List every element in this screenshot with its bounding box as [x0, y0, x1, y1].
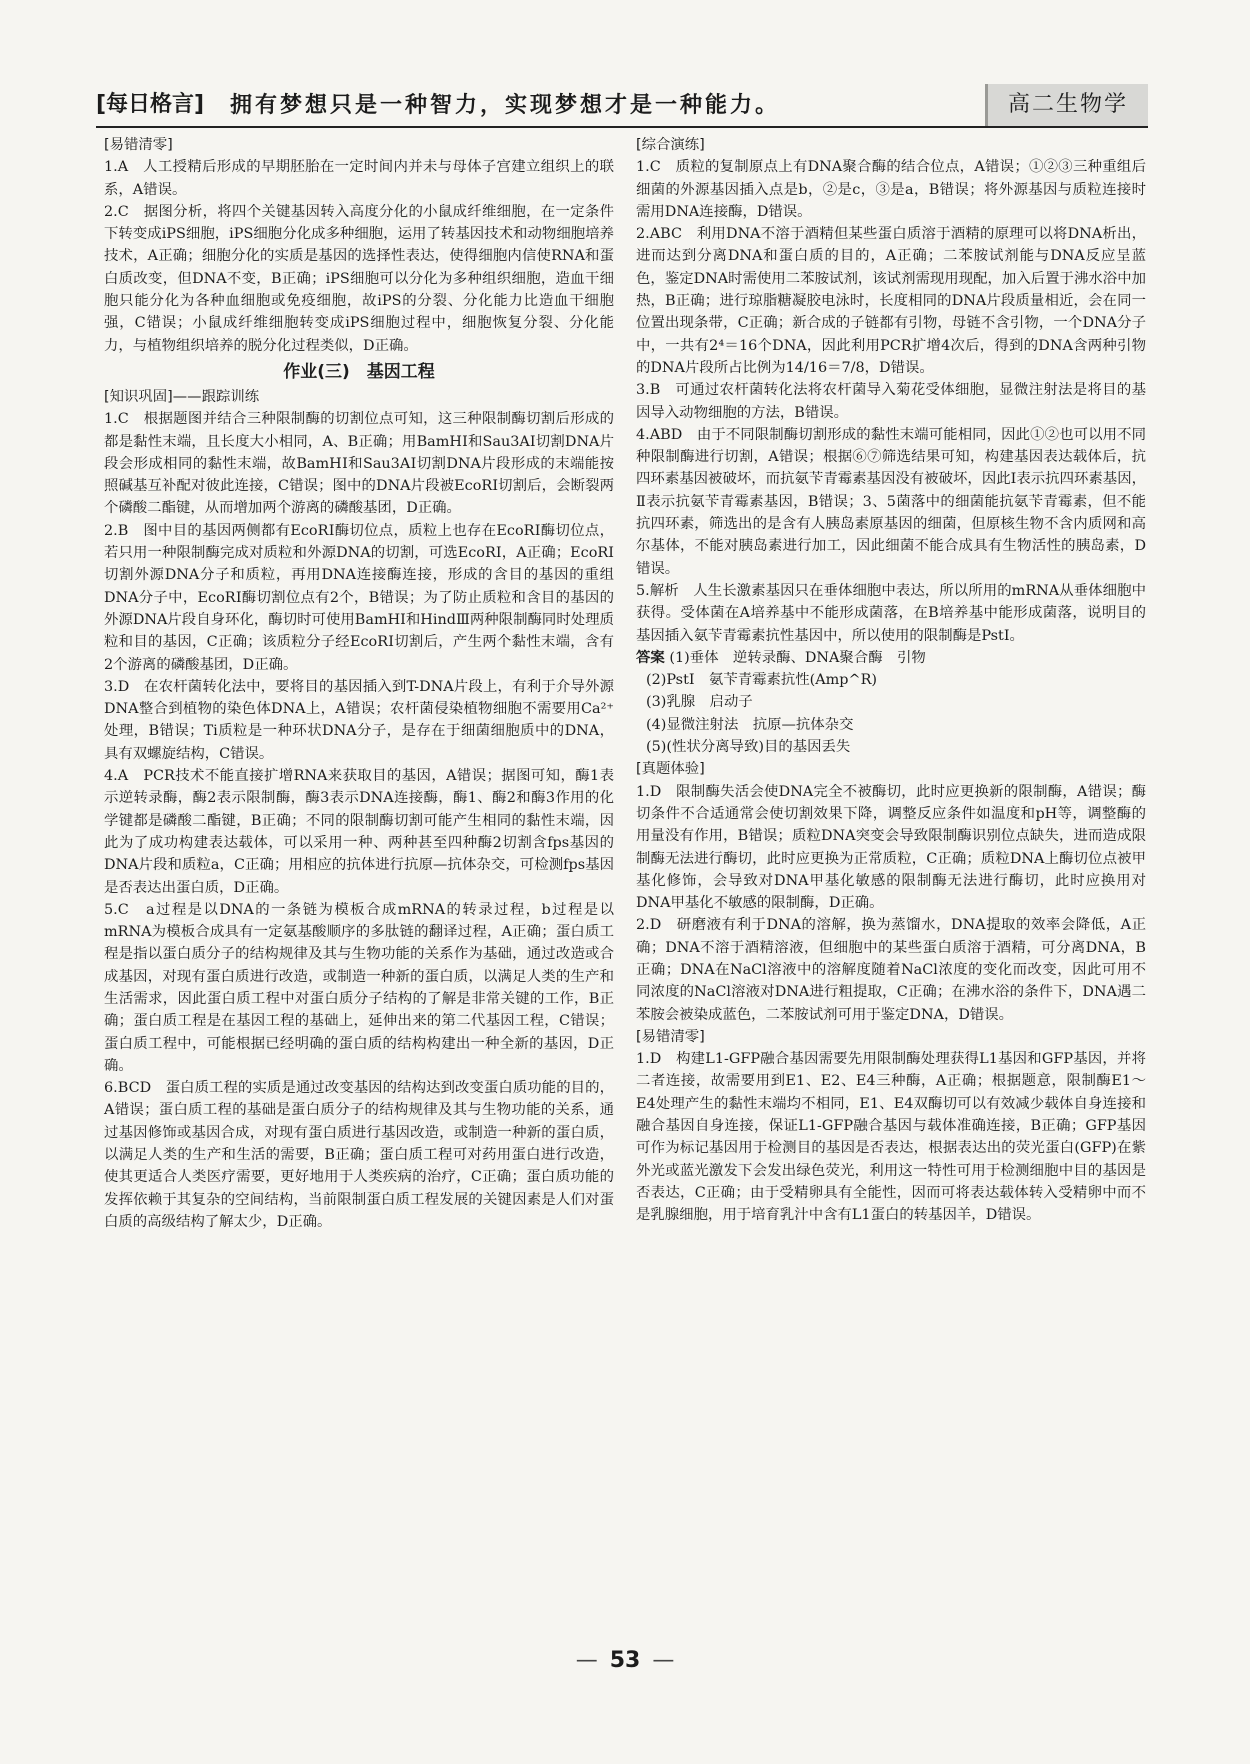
daily-motto-label: [每日格言]: [96, 92, 205, 117]
right-column: [636, 134, 1146, 1227]
page-number-dash: —: [652, 1648, 675, 1673]
answer-item: 1.C 根据题图并结合三种限制酶的切割位点可知，这三种限制酶切割后形成的都是黏性末端，且长度大小相同，A、B正确；用BamHⅠ和Sau3AⅠ切割DNA片段会形成相同的黏性末端，故BamHⅠ和Sau3AⅠ切割DNA片段形成的末端能按照碱基互补配对彼此连接，C错误；图中的DNA片段被EcoRⅠ切割后，会断裂两个磷酸二酯键，从而增加两个游离的磷酸基团，D正确。: [104, 411, 614, 517]
answer-label: 答案: [636, 649, 665, 666]
homework-title: 作业(三) 基因工程: [283, 361, 435, 382]
section-label: [易错清零]: [104, 137, 173, 153]
answer-item: 4.ABD 由于不同限制酶切割形成的黏性末端可能相同，因此①②也可以用不同种限制酶进行切割，A错误；根据⑥⑦筛选结果可知，构建基因表达载体后，抗四环素基因被破坏，而抗氨苄青霉素基因没有被破坏，因此Ⅰ表示抗四环素基因，Ⅱ表示抗氨苄青霉素基因，B错误；3、5菌落中的细菌能抗氨苄青霉素，但不能抗四环素，筛选出的是含有人胰岛素原基因的细菌，但原核生物不含内质网和高尔基体，不能对胰岛素进行加工，因此细菌不能合成具有生物活性的胰岛素，D错误。: [636, 426, 1146, 577]
section-label: [综合演练]: [636, 137, 705, 153]
page-number-value: 53: [609, 1648, 641, 1673]
answer-line: (2)PstⅠ 氨苄青霉素抗性(Amp^R): [646, 672, 878, 689]
answer-item: 2.D 研磨液有利于DNA的溶解，换为蒸馏水，DNA提取的效率会降低，A正确；DNA不溶于酒精溶液，但细胞中的某些蛋白质溶于酒精，可分离DNA，B正确；DNA在NaCl溶液中的溶解度随着NaCl浓度的变化而改变，因此可用不同浓度的NaCl溶液对DNA进行粗提取，C正确；在沸水浴的条件下，DNA遇二苯胺会被染成蓝色，二苯胺试剂可用于鉴定DNA，D错误。: [636, 917, 1146, 1023]
answer-line: [636, 647, 1146, 669]
answer-item: 6.BCD 蛋白质工程的实质是通过改变基因的结构达到改变蛋白质功能的目的，A错误；蛋白质工程的基础是蛋白质分子的结构规律及其与生物功能的关系，通过基因修饰或基因合成，对现有蛋白质进行基因改造，或制造一种新的蛋白质，以满足人类的生产和生活的需要，B正确；蛋白质工程可对药用蛋白进行改造，使其更适合人类医疗需要，更好地用于人类疾病的治疗，C正确；蛋白质功能的发挥依赖于其复杂的空间结构，当前限制蛋白质工程发展的关键因素是人们对蛋白质的高级结构了解太少，D正确。: [104, 1080, 614, 1230]
answer-item: 3.B 可通过农杆菌转化法将农杆菌导入菊花受体细胞，显微注射法是将目的基因导入动物细胞的方法，B错误。: [636, 382, 1146, 421]
answer-item: 5.解析 人生长激素基因只在垂体细胞中表达，所以所用的mRNA从垂体细胞中获得。受体菌在A培养基中不能形成菌落，在B培养基中能形成菌落，说明目的基因插入氨苄青霉素抗性基因中，所以使用的限制酶是PstⅠ。: [636, 582, 1146, 644]
answer-item: 4.A PCR技术不能直接扩增RNA来获取目的基因，A错误；据图可知，酶1表示逆转录酶，酶2表示限制酶，酶3表示DNA连接酶，酶1、酶2和酶3作用的化学键都是磷酸二酯键，B正确；不同的限制酶切割可能产生相同的黏性末端，因此为了成功构建表达载体，可以采用一种、两种甚至四种酶2切割含fps基因的DNA片段和质粒a，C正确；用相应的抗体进行抗原—抗体杂交，可检测fps基因是否表达出蛋白质，D正确。: [104, 768, 614, 896]
answer-item: 3.D 在农杆菌转化法中，要将目的基因插入到T-DNA片段上，有利于介导外源DNA整合到植物的染色体DNA上，A错误；农杆菌侵染植物细胞不需要用Ca²⁺处理，B错误；Ti质粒是一种环状DNA分子，是存在于细菌细胞质中的DNA，具有双螺旋结构，C错误。: [104, 678, 614, 762]
answer-item: 1.D 限制酶失活会使DNA完全不被酶切，此时应更换新的限制酶，A错误；酶切条件不合适通常会使切割效果下降，调整反应条件如温度和pH等，调整酶的用量没有作用，B错误；质粒DNA突变会导致限制酶识别位点缺失，进而造成限制酶无法进行酶切，此时应更换为正常质粒，C正确；质粒DNA上酶切位点被甲基化修饰，会导致对DNA甲基化敏感的限制酶无法进行酶切，此时应换用对DNA甲基化不敏感的限制酶，D正确。: [636, 783, 1146, 912]
daily-motto-text: 拥有梦想只是一种智力，实现梦想才是一种能力。: [230, 92, 781, 118]
left-column: [104, 134, 614, 1233]
answer-line: (5)(性状分离导致)目的基因丢失: [646, 739, 851, 756]
page-number: [0, 1648, 1250, 1673]
answer-line: (4)显微注射法 抗原—抗体杂交: [646, 716, 854, 733]
page-header: [96, 84, 1148, 128]
answer-item: 2.C 据图分析，将四个关键基因转入高度分化的小鼠成纤维细胞，在一定条件下转变成iPS细胞，iPS细胞分化成多种细胞，运用了转基因技术和动物细胞培养技术，A正确；细胞分化的实质是基因的选择性表达，使得细胞内信使RNA和蛋白质改变，但DNA不变，B正确；iPS细胞可以分化为多种组织细胞，造血干细胞只能分化为各种血细胞或免疫细胞，故iPS的分裂、分化能力比造血干细胞强，C错误；小鼠成纤维细胞转变成iPS细胞过程中，细胞恢复分裂、分化能力，与植物组织培养的脱分化过程类似，D正确。: [104, 203, 614, 354]
section-label: [真题体验]: [636, 761, 705, 778]
section-label: [知识巩固]——跟踪训练: [104, 388, 260, 405]
answer-item: 1.A 人工授精后形成的早期胚胎在一定时间内并未与母体子宫建立组织上的联系，A错误。: [104, 159, 614, 198]
answer-item: 2.B 图中目的基因两侧都有EcoRⅠ酶切位点，质粒上也存在EcoRⅠ酶切位点，若只用一种限制酶完成对质粒和外源DNA的切割，可选EcoRⅠ，A正确；EcoRⅠ切割外源DNA分子和质粒，再用DNA连接酶连接，形成的含目的基因的重组DNA分子中，EcoRⅠ酶切割位点有2个，B错误；为了防止质粒和含目的基因的外源DNA片段自身环化，酶切时可使用BamHⅠ和HindⅢ两种限制酶同时处理质粒和目的基因，C正确；该质粒分子经EcoRⅠ切割后，产生两个黏性末端，含有2个游离的磷酸基团，D正确。: [104, 522, 614, 673]
answer-item: 1.C 质粒的复制原点上有DNA聚合酶的结合位点，A错误；①②③三种重组后细菌的外源基因插入点是b，②是c，③是a，B错误；将外源基因与质粒连接时需用DNA连接酶，D错误。: [636, 159, 1146, 220]
subject-tab: 高二生物学: [985, 84, 1148, 126]
section-label: [易错清零]: [636, 1028, 705, 1045]
answer-item: 5.C a过程是以DNA的一条链为模板合成mRNA的转录过程，b过程是以mRNA为模板合成具有一定氨基酸顺序的多肽链的翻译过程，A正确；蛋白质工程是指以蛋白质分子的结构规律及其与生物功能的关系作为基础，通过改造或合成基因，对现有蛋白质进行改造，或制造一种新的蛋白质，以满足人类的生产和生活需求，因此蛋白质工程中对蛋白质分子结构的了解是非常关键的工作，B正确；蛋白质工程是在基因工程的基础上，延伸出来的第二代基因工程，C错误；蛋白质工程中，可能根据已经明确的蛋白质的结构构建出一种全新的基因，D正确。: [104, 901, 614, 1074]
answer-item: 1.D 构建L1-GFP融合基因需要先用限制酶处理获得L1基因和GFP基因，并将二者连接，故需要用到E1、E2、E4三种酶，A正确；根据题意，限制酶E1～E4处理产生的黏性末端均不相同，E1、E4双酶切可以有效减少载体自身连接和融合基因自身连接，保证L1-GFP融合基因与载体准确连接，B正确；GFP基因可作为标记基因用于检测目的基因是否表达，根据表达出的荧光蛋白(GFP)在紫外光或蓝光激发下会发出绿色荧光，利用这一特性可用于检测细胞中目的基因是否表达，C正确；由于受精卵具有全能性，因而可将表达载体转入受精卵中而不是乳腺细胞，用于培育乳汁中含有L1蛋白的转基因羊，D错误。: [636, 1051, 1146, 1224]
answer-item: 2.ABC 利用DNA不溶于酒精但某些蛋白质溶于酒精的原理可以将DNA析出，进而达到分离DNA和蛋白质的目的，A正确；二苯胺试剂能与DNA反应呈蓝色，鉴定DNA时需使用二苯胺试剂，该试剂需现用现配，加入后置于沸水浴中加热，B正确；进行琼脂糖凝胶电泳时，长度相同的DNA片段质量相近，会在同一位置出现条带，C正确；新合成的子链都有引物，母链不含引物，一个DNA分子中，一共有2⁴＝16个DNA，因此利用PCR扩增4次后，得到的DNA含两种引物的DNA片段所占比例为14/16＝7/8，D错误。: [636, 226, 1146, 376]
page-number-dash: —: [575, 1648, 598, 1673]
answer-text: (1)垂体 逆转录酶、DNA聚合酶 引物: [669, 649, 926, 666]
answer-line: (3)乳腺 启动子: [646, 694, 753, 711]
